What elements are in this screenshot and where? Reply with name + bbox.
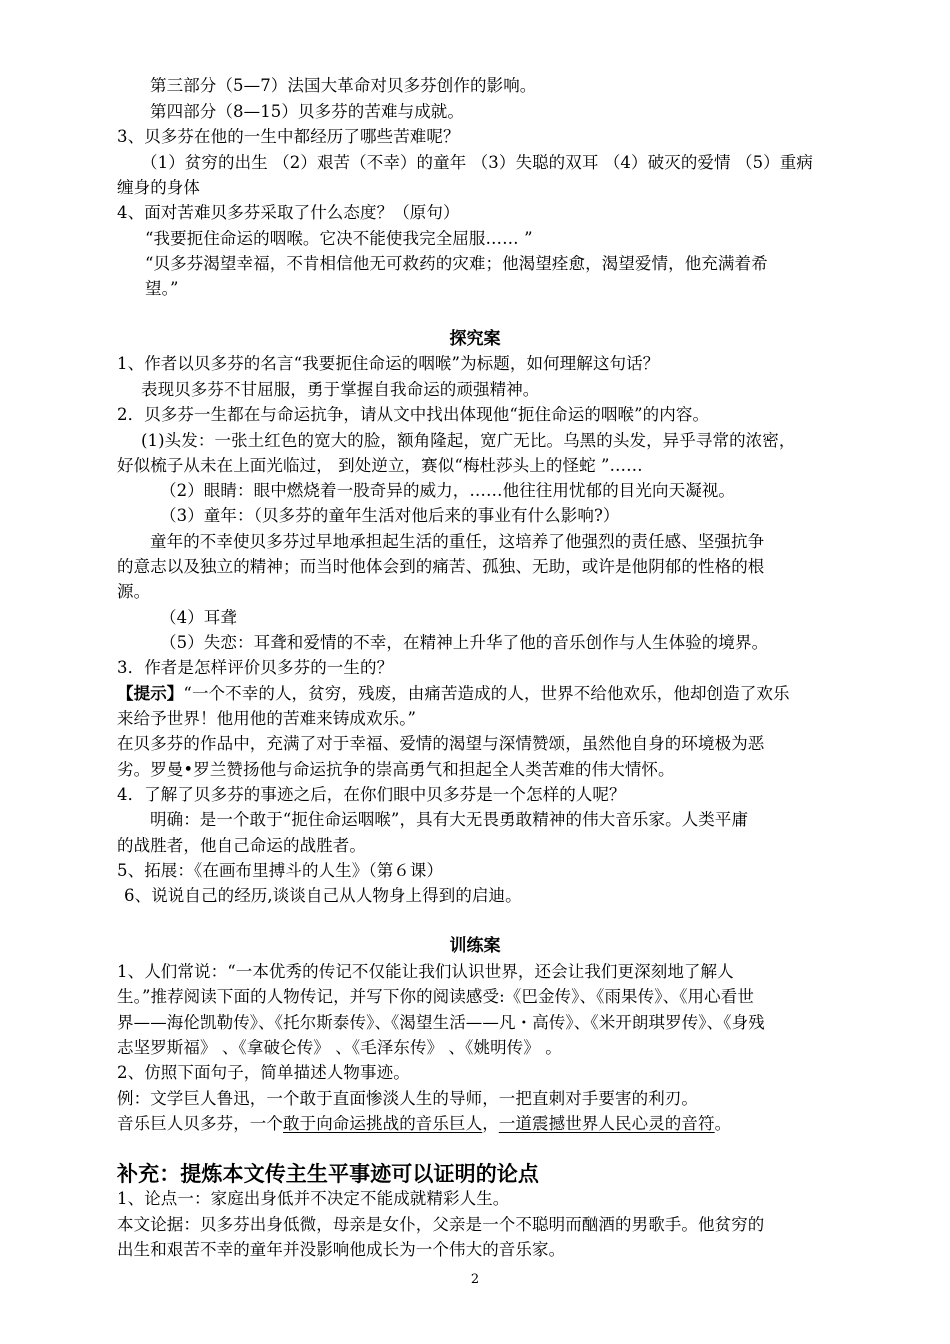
text-line: （1）贫穷的出生 （2）艰苦（不幸）的童年 （3）失聪的双耳 （4）破灭的爱情 （5）重病 [141,153,813,172]
hint-tag: 【提示】 [117,684,184,703]
text-line: （4）耳聋 [160,608,237,627]
section-heading-xunlian: 训练案 [449,936,501,956]
text-line: 源。 [117,582,151,601]
question-4b: 4．了解了贝多芬的事迹之后，在你们眼中贝多芬是一个怎样的人呢？ [117,785,626,804]
text-line: (1)头发：一张土红色的宽大的脸，额角隆起，宽广无比。乌黑的头发，异乎寻常的浓密， [141,431,796,450]
text-line: 好似梳子从未在上面光临过， 到处逆立，赛似“梅杜莎头上的怪蛇 ”…… [117,456,643,475]
page-number: 2 [470,1272,480,1287]
answer-period: 。 [714,1114,732,1133]
text-line: 童年的不幸使贝多芬过早地承担起生活的重任，这培养了他强烈的责任感、坚强抗争 [150,532,765,551]
question-1c: 1、人们常说：“一本优秀的传记不仅能让我们认识世界，还会让我们更深刻地了解人 [117,962,734,981]
answer-blank-1: 敢于向命运挑战的音乐巨人 [283,1114,483,1133]
hint-text: “一个不幸的人，贫穷，残废，由痛苦造成的人，世界不给他欢乐，他却创造了欢乐 [183,684,790,703]
answer-line: 表现贝多芬不甘屈服，勇于掌握自我命运的顽强精神。 [141,380,540,399]
question-5: 5、拓展：《在画布里搏斗的人生》（第６课） [117,861,444,880]
argument-1: 1、论点一：家庭出身低并不决定不能成就精彩人生。 [117,1189,510,1208]
question-2c: 2、仿照下面句子，简单描述人物事迹。 [117,1063,410,1082]
section-heading-tanjiu: 探究案 [449,329,501,349]
supplement-heading: 补充：提炼本文传主生平事迹可以证明的论点 [117,1161,539,1186]
text-line: （5）失恋：耳聋和爱情的不幸，在精神上升华了他的音乐创作与人生体验的境界。 [160,633,769,652]
text-line: 来给予世界！他用他的苦难来铸成欢乐。” [117,709,417,728]
question-6: 6、说说自己的经历,谈谈自己从人物身上得到的启迪。 [124,886,522,905]
text-line: 志坚罗斯福》 、《拿破仑传》 、《毛泽东传》 、《姚明传》 。 [117,1038,562,1057]
text-line: 第四部分（8—15）贝多芬的苦难与成就。 [150,102,464,121]
answer-blank-2: 一道震撼世界人民心灵的音符 [498,1114,715,1133]
text-line: 本文论据：贝多芬出身低微，母亲是女仆，父亲是一个不聪明而酗酒的男歌手。他贫穷的 [117,1215,765,1234]
answer-prefix: 音乐巨人贝多芬，一个 [117,1114,283,1133]
text-line: 的意志以及独立的精神；而当时他体会到的痛苦、孤独、无助，或许是他阴郁的性格的根 [117,557,765,576]
question-4: 4、面对苦难贝多芬采取了什么态度？（原句） [117,203,460,222]
text-line: 的战胜者，他自己命运的战胜者。 [117,836,366,855]
question-3: 3、贝多芬在他的一生中都经历了哪些苦难呢？ [117,127,460,146]
text-line: 在贝多芬的作品中，充满了对于幸福、爱情的渴望与深情赞颂，虽然他自身的环境极为恶 [117,734,765,753]
example-line: 例：文学巨人鲁迅，一个敢于直面惨淡人生的导师，一把直刺对手要害的利刃。 [117,1089,698,1108]
question-1: 1、作者以贝多芬的名言“我要扼住命运的咽喉”为标题，如何理解这句话？ [117,354,660,373]
text-line: （3）童年：（贝多芬的童年生活对他后来的事业有什么影响?） [160,506,620,525]
text-line: 界——海伦凯勒传》、《托尔斯泰传》、《渴望生活——凡・高传》、《米开朗琪罗传》、《身残 [117,1013,765,1032]
question-3b: 3．作者是怎样评价贝多芬的一生的？ [117,658,394,677]
text-line: 生。”推荐阅读下面的人物传记，并写下你的阅读感受:《巴金传》、《雨果传》、《用心看世 [117,987,754,1006]
question-2: 2．贝多芬一生都在与命运抗争，请从文中找出体现他“扼住命运的咽喉”的内容。 [117,405,710,424]
hint-line [117,682,857,706]
text-line: 出生和艰苦不幸的童年并没影响他成长为一个伟大的音乐家。 [117,1240,566,1259]
quote-line: “我要扼住命运的咽喉。它决不能使我完全屈服…… ” [145,229,533,248]
text-line: 明确：是一个敢于“扼住命运咽喉”，具有大无畏勇敢精神的伟大音乐家。人类平庸 [150,810,749,829]
quote-line: “贝多芬渴望幸福，不肯相信他无可救药的灾难；他渴望痊愈，渴望爱情，他充满着希 [145,254,768,273]
text-line: 第三部分（5—7）法国大革命对贝多芬创作的影响。 [150,76,537,95]
text-line: （2）眼睛：眼中燃烧着一股奇异的威力，……他往往用忧郁的目光向天凝视。 [160,481,735,500]
answer-comma: ， [482,1114,499,1133]
answer-line [117,1112,857,1136]
quote-line: 望。” [145,279,179,298]
text-line: 劣。罗曼•罗兰赞扬他与命运抗争的崇高勇气和担起全人类苦难的伟大情怀。 [117,760,675,779]
text-line: 缠身的身体 [117,178,200,197]
